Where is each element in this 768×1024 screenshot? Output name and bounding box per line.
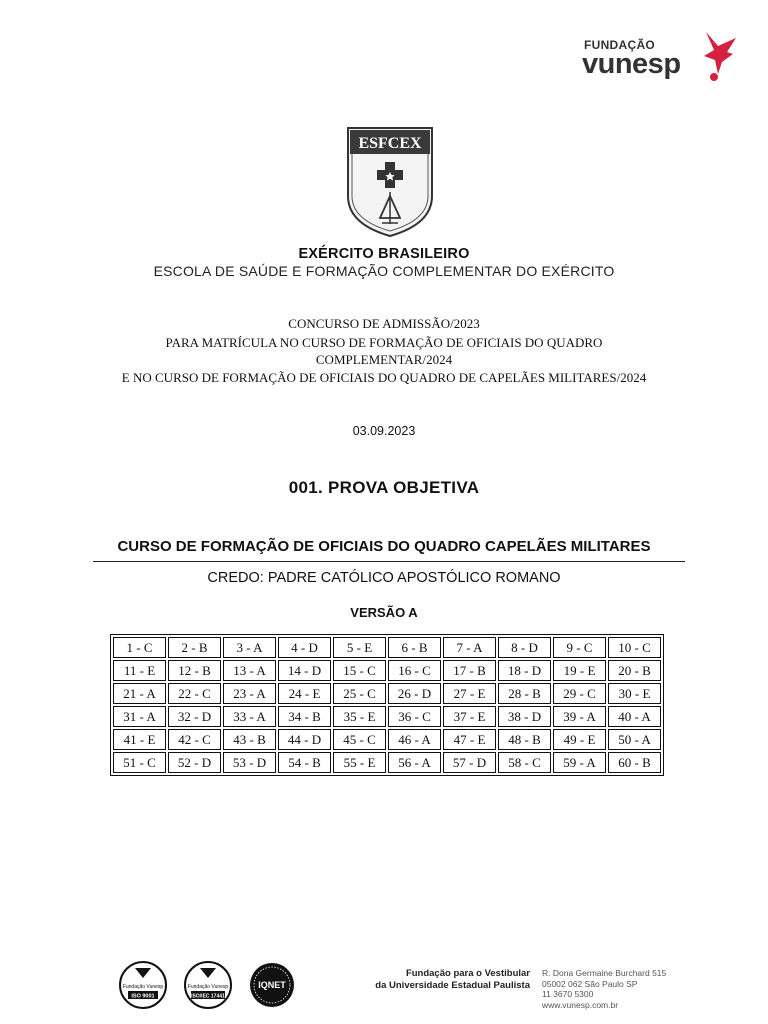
answer-cell: 41 - E bbox=[113, 729, 166, 750]
answer-cell: 52 - D bbox=[168, 752, 221, 773]
answer-cell: 14 - D bbox=[278, 660, 331, 681]
foundation-line-1: Fundação para o Vestibular bbox=[405, 968, 530, 979]
table-row bbox=[113, 683, 661, 704]
answer-cell: 58 - C bbox=[498, 752, 551, 773]
logo-wordmark: vunesp bbox=[582, 48, 681, 80]
answer-cell: 54 - B bbox=[278, 752, 331, 773]
table-row bbox=[113, 752, 661, 773]
army-name: EXÉRCITO BRASILEIRO bbox=[298, 246, 470, 262]
address-line-1: R. Dona Germaine Burchard 515 bbox=[542, 968, 667, 978]
table-row bbox=[113, 706, 661, 727]
iqnet-seal-icon bbox=[249, 962, 295, 1008]
answer-cell: 8 - D bbox=[498, 637, 551, 658]
answer-cell: 46 - A bbox=[388, 729, 441, 750]
answer-cell: 57 - D bbox=[443, 752, 496, 773]
foundation-address bbox=[542, 968, 666, 1010]
answer-cell: 60 - B bbox=[608, 752, 661, 773]
answer-cell: 2 - B bbox=[168, 637, 221, 658]
answer-cell: 32 - D bbox=[168, 706, 221, 727]
answer-cell: 40 - A bbox=[608, 706, 661, 727]
answer-cell: 16 - C bbox=[388, 660, 441, 681]
answer-cell: 49 - E bbox=[553, 729, 606, 750]
contest-line-3: COMPLEMENTAR/2024 bbox=[315, 352, 453, 367]
seal-2-org: Fundação Vunesp bbox=[187, 984, 229, 990]
answer-cell: 48 - B bbox=[498, 729, 551, 750]
answer-cell: 34 - B bbox=[278, 706, 331, 727]
answer-cell: 9 - C bbox=[553, 637, 606, 658]
answer-cell: 18 - D bbox=[498, 660, 551, 681]
answer-key-table bbox=[110, 634, 664, 776]
answer-cell: 22 - C bbox=[168, 683, 221, 704]
answer-cell: 17 - B bbox=[443, 660, 496, 681]
answer-cell: 24 - E bbox=[278, 683, 331, 704]
table-row bbox=[113, 660, 661, 681]
answer-cell: 44 - D bbox=[278, 729, 331, 750]
answer-cell: 23 - A bbox=[223, 683, 276, 704]
contest-line-1: CONCURSO DE ADMISSÃO/2023 bbox=[288, 316, 480, 331]
answer-cell: 53 - D bbox=[223, 752, 276, 773]
contest-line-2: PARA MATRÍCULA NO CURSO DE FORMAÇÃO DE OFICIAIS DO QUADRO bbox=[165, 335, 603, 350]
answer-cell: 6 - B bbox=[388, 637, 441, 658]
answer-cell: 27 - E bbox=[443, 683, 496, 704]
answer-cell: 39 - A bbox=[553, 706, 606, 727]
seal-3-name: IQNET bbox=[258, 980, 286, 990]
answer-cell: 10 - C bbox=[608, 637, 661, 658]
exam-date: 03.09.2023 bbox=[352, 424, 416, 438]
answer-cell: 36 - C bbox=[388, 706, 441, 727]
answer-cell: 29 - C bbox=[553, 683, 606, 704]
logo-foundation-label: FUNDAÇÃO bbox=[584, 38, 656, 52]
esfcex-crest bbox=[346, 126, 434, 238]
answer-cell: 25 - C bbox=[333, 683, 386, 704]
answer-cell: 59 - A bbox=[553, 752, 606, 773]
creed: CREDO: PADRE CATÓLICO APOSTÓLICO ROMANO bbox=[207, 570, 561, 586]
answer-cell: 55 - E bbox=[333, 752, 386, 773]
answer-cell: 45 - C bbox=[333, 729, 386, 750]
foundation-line-2: da Universidade Estadual Paulista bbox=[375, 980, 530, 991]
title-divider bbox=[93, 561, 685, 562]
answer-cell: 47 - E bbox=[443, 729, 496, 750]
iso-17441-seal-icon bbox=[183, 960, 233, 1010]
contest-line-4: E NO CURSO DE FORMAÇÃO DE OFICIAIS DO QUADRO DE CAPELÃES MILITARES/2024 bbox=[121, 370, 647, 385]
crest-banner-text: ESFCEX bbox=[358, 135, 422, 152]
answer-cell: 56 - A bbox=[388, 752, 441, 773]
course-title: CURSO DE FORMAÇÃO DE OFICIAIS DO QUADRO CAPELÃES MILITARES bbox=[117, 538, 651, 555]
answer-cell: 12 - B bbox=[168, 660, 221, 681]
vunesp-bird-icon bbox=[700, 30, 740, 82]
answer-cell: 15 - C bbox=[333, 660, 386, 681]
answer-cell: 20 - B bbox=[608, 660, 661, 681]
answer-cell: 26 - D bbox=[388, 683, 441, 704]
exam-version: VERSÃO A bbox=[350, 605, 418, 620]
answer-cell: 30 - E bbox=[608, 683, 661, 704]
answer-cell: 21 - A bbox=[113, 683, 166, 704]
address-line-2: 05002 062 São Paulo SP bbox=[542, 978, 638, 989]
address-line-3: 11 3670 5300 bbox=[542, 989, 594, 999]
answer-cell: 13 - A bbox=[223, 660, 276, 681]
answer-cell: 35 - E bbox=[333, 706, 386, 727]
answer-cell: 33 - A bbox=[223, 706, 276, 727]
answer-cell: 4 - D bbox=[278, 637, 331, 658]
iso-9001-seal-icon bbox=[118, 960, 168, 1010]
answer-cell: 42 - C bbox=[168, 729, 221, 750]
website-link[interactable]: www.vunesp.com.br bbox=[542, 999, 619, 1010]
answer-cell: 3 - A bbox=[223, 637, 276, 658]
answer-cell: 5 - E bbox=[333, 637, 386, 658]
seal-1-standard: ISO 9001 bbox=[131, 993, 155, 1000]
answer-cell: 1 - C bbox=[113, 637, 166, 658]
seal-2-standard: ISO/IEC 17441 bbox=[191, 993, 225, 1000]
exam-title: 001. PROVA OBJETIVA bbox=[288, 478, 480, 497]
seal-1-org: Fundação Vunesp bbox=[122, 984, 164, 990]
table-row bbox=[113, 729, 661, 750]
table-row bbox=[113, 637, 661, 658]
school-name: ESCOLA DE SAÚDE E FORMAÇÃO COMPLEMENTAR DO EXÉRCITO bbox=[153, 263, 615, 279]
answer-cell: 28 - B bbox=[498, 683, 551, 704]
foundation-name bbox=[340, 968, 530, 992]
vunesp-logo bbox=[582, 30, 742, 86]
answer-cell: 50 - A bbox=[608, 729, 661, 750]
answer-cell: 19 - E bbox=[553, 660, 606, 681]
answer-cell: 51 - C bbox=[113, 752, 166, 773]
answer-cell: 7 - A bbox=[443, 637, 496, 658]
answer-cell: 31 - A bbox=[113, 706, 166, 727]
answer-cell: 37 - E bbox=[443, 706, 496, 727]
answer-cell: 43 - B bbox=[223, 729, 276, 750]
answer-cell: 11 - E bbox=[113, 660, 166, 681]
answer-cell: 38 - D bbox=[498, 706, 551, 727]
